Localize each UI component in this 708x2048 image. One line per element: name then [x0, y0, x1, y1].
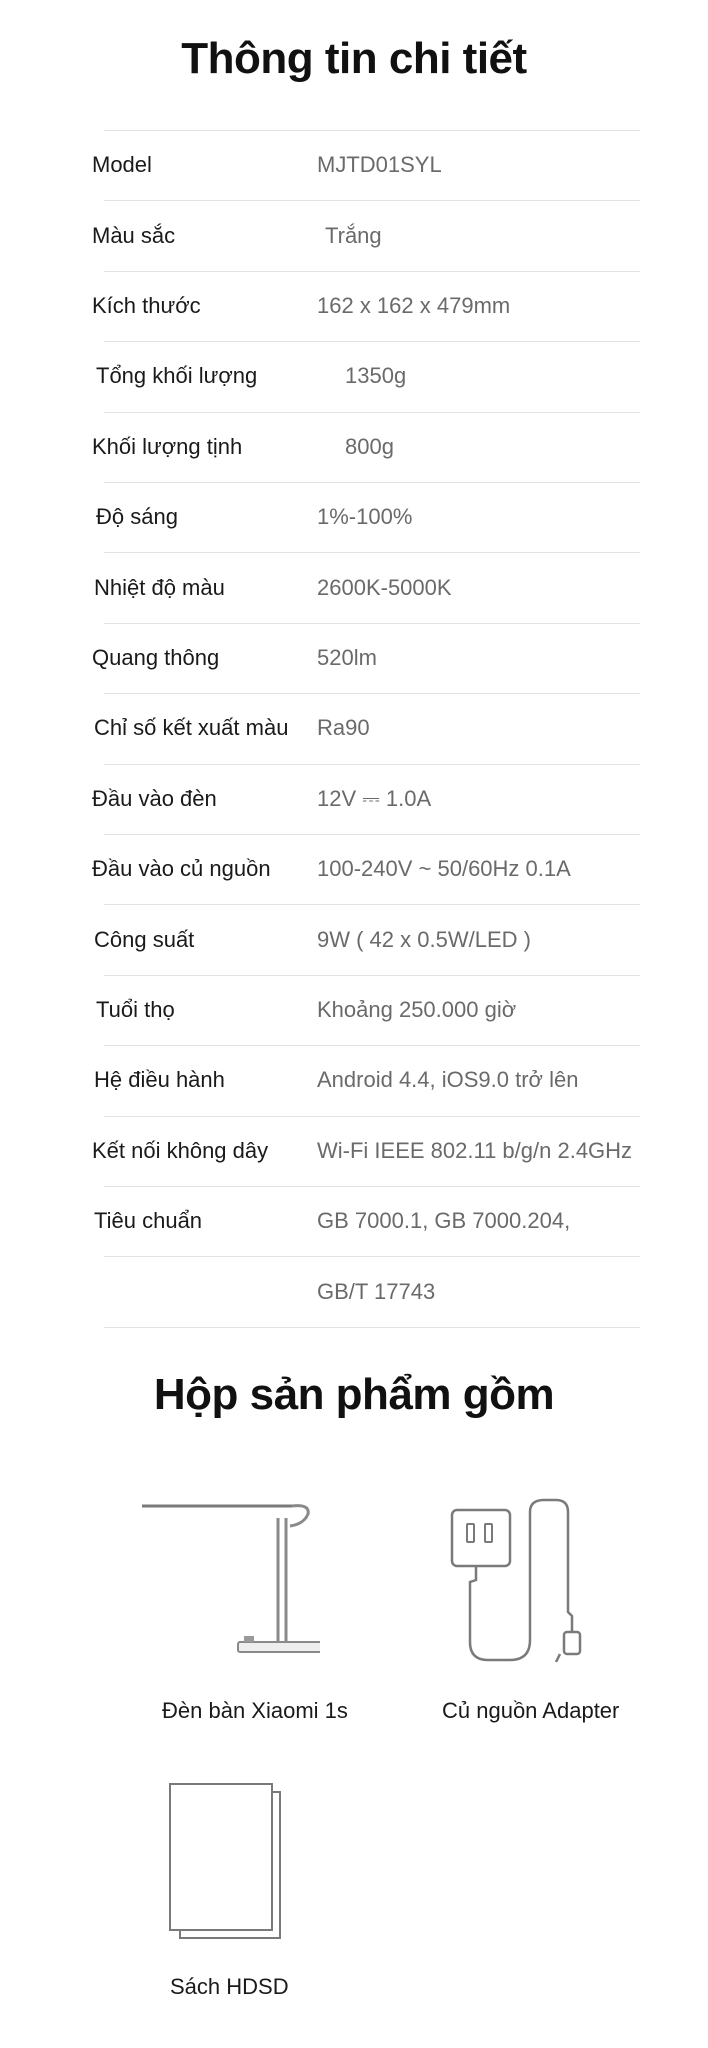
spec-label: Màu sắc	[92, 223, 176, 248]
row-divider	[104, 412, 640, 413]
desk-lamp-icon	[140, 1490, 320, 1670]
item-lamp-caption: Đèn bàn Xiaomi 1s	[162, 1698, 348, 1723]
spec-label: Đầu vào củ nguồn	[92, 856, 271, 881]
spec-value: GB/T 17743	[317, 1279, 436, 1304]
spec-value: Trắng	[325, 223, 382, 248]
row-divider	[104, 904, 640, 905]
spec-label: Tổng khối lượng	[96, 363, 258, 388]
row-divider	[104, 1045, 640, 1046]
spec-label: Hệ điều hành	[94, 1067, 225, 1092]
row-divider	[104, 552, 640, 553]
spec-value: 520lm	[317, 645, 377, 670]
row-divider	[104, 200, 640, 201]
row-divider	[104, 975, 640, 976]
row-divider	[104, 693, 640, 694]
row-divider	[104, 1327, 640, 1328]
row-divider	[104, 1116, 640, 1117]
spec-label: Chỉ số kết xuất màu	[94, 715, 289, 740]
row-divider	[104, 834, 640, 835]
spec-value: 9W ( 42 x 0.5W/LED )	[317, 927, 531, 952]
spec-label: Kích thước	[92, 293, 201, 318]
spec-label: Tuổi thọ	[96, 997, 175, 1022]
spec-label: Nhiệt độ màu	[94, 575, 225, 600]
spec-value: Wi-Fi IEEE 802.11 b/g/n 2.4GHz	[317, 1138, 633, 1163]
item-adapter-caption: Củ nguồn Adapter	[442, 1698, 620, 1723]
spec-value: 162 x 162 x 479mm	[317, 293, 511, 318]
row-divider	[104, 482, 640, 483]
spec-value: 1%-100%	[317, 504, 413, 529]
box-contents-title: Hộp sản phẩm gồm	[153, 1370, 555, 1419]
spec-value: 12V ⎓ 1.0A	[317, 786, 432, 811]
row-divider	[104, 623, 640, 624]
row-divider	[104, 1256, 640, 1257]
row-divider	[104, 1186, 640, 1187]
spec-value: 2600K-5000K	[317, 575, 452, 600]
spec-label: Độ sáng	[96, 504, 178, 529]
item-manual-caption: Sách HDSD	[170, 1974, 289, 1999]
spec-value: GB 7000.1, GB 7000.204,	[317, 1208, 571, 1233]
spec-label: Tiêu chuẩn	[94, 1208, 203, 1233]
spec-label: Công suất	[94, 927, 195, 952]
spec-value: 800g	[345, 434, 394, 459]
spec-label: Kết nối không dây	[92, 1138, 269, 1163]
spec-value: MJTD01SYL	[317, 152, 442, 177]
specs-title: Thông tin chi tiết	[181, 34, 527, 83]
row-divider	[104, 341, 640, 342]
spec-label: Quang thông	[92, 645, 220, 670]
power-adapter-icon	[440, 1492, 600, 1672]
row-divider	[104, 764, 640, 765]
spec-value: Khoảng 250.000 giờ	[317, 997, 517, 1022]
spec-value: 1350g	[345, 363, 407, 388]
spec-label: Model	[92, 152, 152, 177]
manual-book-icon	[166, 1782, 290, 1942]
row-divider	[104, 271, 640, 272]
spec-value: Ra90	[317, 715, 370, 740]
spec-label: Khối lượng tịnh	[92, 434, 243, 459]
spec-value: Android 4.4, iOS9.0 trở lên	[317, 1067, 579, 1092]
spec-value: 100-240V ~ 50/60Hz 0.1A	[317, 856, 571, 881]
spec-label: Đầu vào đèn	[92, 786, 217, 811]
row-divider	[104, 130, 640, 131]
